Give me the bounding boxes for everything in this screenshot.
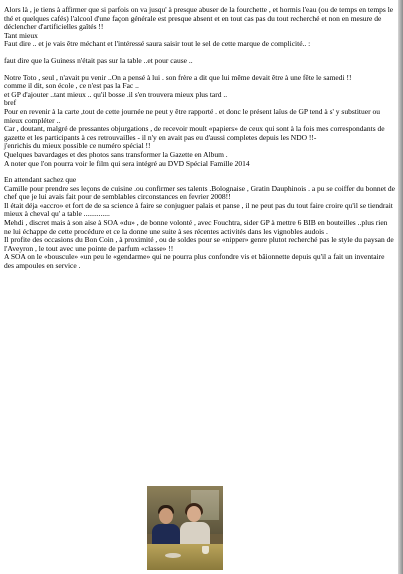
paragraph-tant-mieux: Tant mieux bbox=[4, 30, 38, 40]
photo-person-right-head bbox=[187, 506, 201, 522]
paragraph-doutant: Car , doutant, malgré de pressantes objurgations , de recevoir moult «papiers» de ceux qui sont à la fois mes correspondants de gazette et les participants à ces retrouvailles - il n'y en avait pas eu d'aussi completes depuis les NDO !!- bbox=[4, 124, 385, 142]
paragraph-bref: bref bbox=[4, 98, 17, 108]
paragraph-guiness: faut dire que la Guiness n'était pas sur la table ..et pour cause .. bbox=[4, 55, 193, 65]
paragraph-bon-coin: Il profite des occasions du Bon Coin , à proximité , ou de soldes pour se «nipper» genre plutot recherché pas le style du paysan de l'Aveyron , le tout avec une pointe de parfum «classe» !! bbox=[4, 235, 394, 253]
paragraph-camille: Camille pour prendre ses leçons de cuisine .ou confirmer ses talents .Bolognaise , Gratin Dauphinois . a pu se coiffer du bonnet de chef que je lui avais fait pour de semblables circonstances en fevrier 2008!! bbox=[4, 183, 396, 202]
paragraph-faut-dire: Faut dire .. et je vais être méchant et l'intéressé saura saisir tout le sel de cette marque de complicité.. : bbox=[4, 39, 311, 49]
family-photo bbox=[147, 486, 223, 570]
paragraph-intro: Alors là , je tiens à affirmer que si parfois on va jusqu' à presque abuser de la fourchette , et hormis l'eau (ou de temps en temps le thé et quelques cafés) l'alcool d'une façon générale est presque absent et en tout cas pas du tout recherché et non en mesure de déclencher d'artificielles gaîtés !! bbox=[4, 5, 394, 32]
paragraph-en-attendant: En attendant sachez que bbox=[4, 175, 77, 185]
photo-table bbox=[147, 544, 223, 570]
photo-plate bbox=[165, 553, 181, 558]
paragraph-ecole: comme il dit, son école , ce n'est pas la Fac .. bbox=[4, 81, 139, 91]
paragraph-soa: A SOA on le «bouscule» «un peu le «gendarme» qui ne pourra plus confondre vis et bâionnette depuis qu'il a fait un inventaire des ampoules en service . bbox=[4, 252, 385, 271]
paragraph-mehdi: Mehdi , discret mais à son aise à SOA «du» , de bonne volonté , avec Fouchtra, sider GP à mettre 6 BIB en bouteilles ..plus rien ne lui échappe de cette procédure et ce la donne une suite à ses récentes activités dans les vignobles audois . bbox=[4, 218, 388, 236]
photo-cup bbox=[202, 546, 209, 554]
paragraph-gp-ajouter: et GP d'ajouter ..tant mieux .. qu'il bosse .il s'en trouvera mieux plus tard .. bbox=[4, 89, 228, 99]
document-body bbox=[4, 6, 396, 271]
paragraph-dvd: A noter que l'on pourra voir le film qui sera intégré au DVD Spécial Famille 2014 bbox=[4, 158, 250, 168]
paragraph-carte: Pour en revenir à la carte ,tout de cette journée ne peut y être rapporté . et donc le présent laïus de GP tend à s' y substituer ou mieux compléter .. bbox=[4, 106, 380, 125]
paragraph-toto: Notre Toto , seul , n'avait pu venir ..On a pensé à lui . son frère a dit que lui même devait être à une fête le samedi !! bbox=[4, 72, 352, 82]
paragraph-enrichis: j'enrichis du mieux possible ce numéro spécial !! bbox=[4, 141, 151, 151]
photo-person-left-head bbox=[159, 508, 173, 524]
paragraph-bavardages: Quelques bavardages et des photos sans transformer la Gazette en Album . bbox=[4, 149, 228, 159]
paragraph-accro: Il était déja «accro» et fort de de sa science à faire se conjuguer palais et panse , il ne peut pas du tout faire croire qu'il se tiendrait mieux à cheval qu' a table .............. bbox=[4, 200, 393, 219]
page-edge-shadow bbox=[398, 0, 403, 574]
